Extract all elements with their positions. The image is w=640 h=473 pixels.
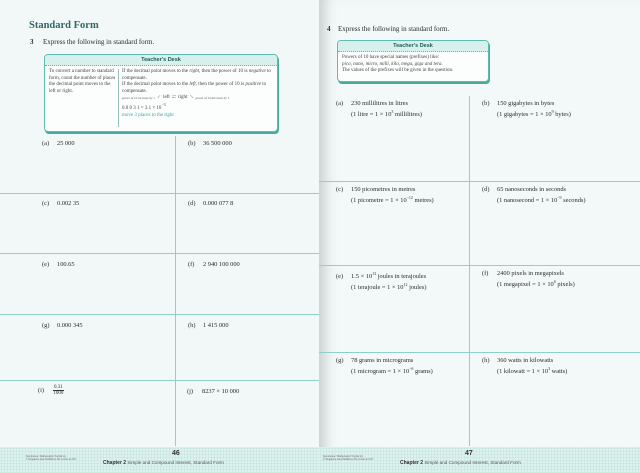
direction-diagram: power of 10 increase by 1 ↙ left ⇄ right ↘ power of 10 decrease by 1 [122,95,230,101]
chapter-label: Chapter 2 Simple and Compound Interest, Standard Form [400,460,521,466]
exercise-item-b: (b) 36 500 000 [188,140,232,147]
teachers-desk-box [337,40,489,82]
grid-divider [319,352,640,353]
page-number: 46 [172,450,180,457]
exercise-item-g: (g) 0.000 345 [42,322,83,329]
page-number: 47 [465,450,473,457]
exercise-item-e: (e) 100.65 [42,261,75,268]
prefix-list: pico, nano, micro, milli, kilo, mega, giga and tera. [342,61,443,67]
teachers-desk-divider [118,69,119,127]
exercise-item-h: (h) 360 watts in kilowatts (1 kilowatt = $1 \times 10^3$ watts) [482,357,568,375]
grid-divider [319,265,640,266]
left-page [0,0,319,473]
grid-divider [0,380,319,381]
rule-left-positive: If the decimal point moves to the left, then the power of 10 is positive to compensate. [122,82,267,94]
worked-example-note: move 3 places to the right [122,112,174,118]
exercise-item-d: (d) 0.000 077 8 [188,200,234,207]
exercise-item-c: (c) 0.002 35 [42,200,80,207]
exercise-item-f: (f) 2400 pixels in megapixels (1 megapixel = $1 \times 10^6$ pixels) [482,270,575,288]
exercise-item-j: (j) 8237 × 10 000 [187,388,240,395]
worked-example: 0.0 0 3 $1 = 3.1 \times 10^{-3}$ [122,101,166,111]
question-number: 4 [327,25,331,33]
teachers-desk-box [44,54,278,132]
grid-divider [0,314,319,315]
exercise-item-i: (i) $\frac{0.31}{1000}$ [38,385,64,396]
exercise-item-e: (e) $1.5 \times 10^{13}$ joules in terajoules (1 terajoule = $1 \times 10^{12}$ joules) [336,271,427,291]
exercise-item-h: (h) 1 415 000 [188,322,229,329]
question-text: Express the following in standard form. [43,38,155,46]
teachers-desk-left-text: To convert a number to standard form, count the number of places the decimal point moves to the left or right. [49,69,116,94]
arrow-swap-icon: ⇄ [171,95,176,101]
question-text: Express the following in standard form. [338,25,450,33]
exercise-item-a: (a) 25 000 [42,140,75,147]
chapter-label: Chapter 2 Simple and Compound Interest, Standard Form [103,460,224,466]
exercise-item-b: (b) 150 gigabytes in bytes (1 gigabytes = $1 \times 10^9$ bytes) [482,100,571,118]
arrow-right-icon: ↘ [189,95,194,101]
prefix-note-line: The values of the prefixes will be given in the question. [342,68,454,74]
teachers-desk-title: Teacher's Desk [338,41,488,52]
credit-line: Summaries / Mathematics Tutorial 1A © Singapore Asia Publishers Pte Ltd & Lim S.H. [323,455,374,462]
prefix-note-line: Powers of 10 have special names (prefixes) like: [342,55,440,60]
exercise-item-f: (f) 2 940 100 000 [188,261,240,268]
fraction: $\frac{0.31}{1000}$ [53,385,64,396]
teachers-desk-title: Teacher's Desk [45,55,277,66]
page-footer [0,447,319,473]
grid-divider [319,181,640,182]
section-title: Standard Form [29,20,99,31]
question-number: 3 [30,38,34,46]
grid-divider-vertical [469,96,470,446]
credit-line: Summaries / Mathematics Tutorial 1A © Singapore Asia Publishers Pte Ltd & Lim S.H. [26,455,77,462]
grid-divider-vertical [175,136,176,446]
rule-right-negative: If the decimal point moves to the right, then the power of 10 is negative to compensate. [122,69,271,81]
exercise-item-d: (d) 65 nanoseconds in seconds (1 nanosecond = $1 \times 10^{-9}$ seconds) [482,186,586,204]
grid-divider [0,193,319,194]
grid-divider [0,253,319,254]
right-page [319,0,640,473]
exercise-item-c: (c) 150 picometres in metres (1 picometre = $1 \times 10^{-12}$ metres) [336,186,434,204]
arrow-left-icon: ↙ [156,95,162,101]
teachers-desk-right [122,69,272,119]
page-footer [319,447,640,473]
exercise-item-a: (a) 230 millilitres in litres (1 litre = $1 \times 10^3$ millilitres) [336,100,422,118]
exercise-item-g: (g) 78 grams in micrograms (1 microgram = $1 \times 10^{-6}$ grams) [336,357,433,375]
